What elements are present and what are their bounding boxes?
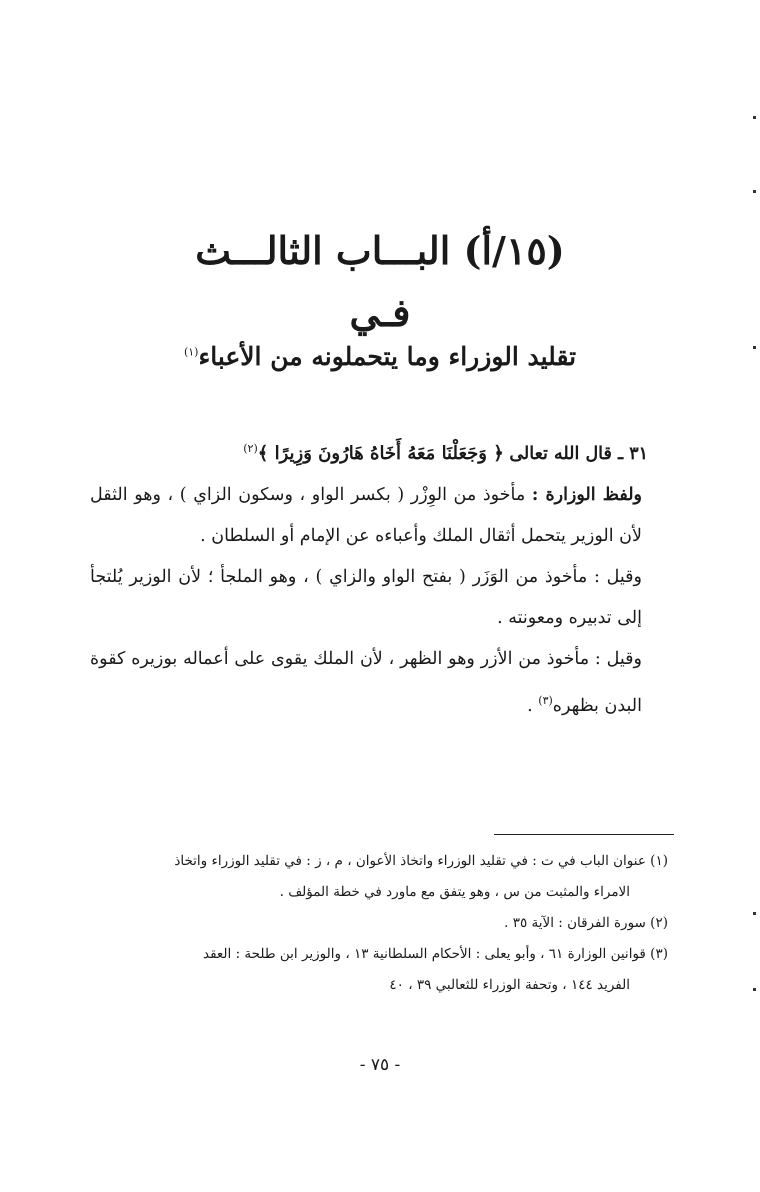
chapter-title (100, 228, 660, 273)
footnotes (88, 846, 668, 1001)
chapter-fi (100, 290, 660, 335)
footnote-2 (88, 908, 668, 939)
page-number-text: - ٧٥ - (359, 1055, 401, 1075)
main-text (90, 428, 648, 727)
chapter-subtitle-text: تقليد الوزراء وما يتحملونه من الأعباء (198, 342, 577, 371)
footnote-1-continued (88, 877, 668, 908)
chapter-fi-text: فـي (349, 290, 411, 335)
footnote-divider (494, 834, 674, 835)
margin-mark (753, 116, 756, 119)
footnote-1 (88, 846, 668, 877)
paragraph-azr-text: وقيل : مأخوذ من الأزر وهو الظهر ، لأن الملك يقوى على أعماله بوزيره كقوة البدن بظهره (90, 648, 642, 716)
term-wizarah: ولفظ الوزارة : (531, 484, 643, 505)
footnote-3-continued (88, 970, 668, 1001)
footnote-1-marker: (١) (650, 853, 668, 869)
footnote-ref-2[interactable]: (٢) (243, 442, 258, 455)
margin-mark (753, 346, 756, 349)
footnote-ref-3[interactable]: (٣) (538, 693, 553, 707)
footnote-3-line2: الفريد ١٤٤ ، وتحفة الوزراء للثعالبي ٣٩ ، ٤٠ (389, 977, 630, 993)
footnote-2-line1: سورة الفرقان : الآية ٣٥ . (504, 915, 646, 931)
quran-verse: ﴿ وَجَعَلْنَا مَعَهُ أَخَاهُ هَارُونَ وَزِيرًا ﴾ (257, 442, 504, 464)
footnote-ref-1[interactable]: (١) (183, 345, 199, 359)
paragraph-wizarah-text: مأخوذ من الوِزْر ( بكسر الواو ، وسكون الزاي ) ، وهو الثقل لأن الوزير يتحمل أثقال الملك وأعباءه عن الإمام أو السلطان . (90, 484, 642, 546)
margin-mark (753, 912, 756, 915)
paragraph-azr-end: . (527, 695, 539, 716)
chapter-subtitle (100, 342, 660, 371)
footnote-1-line2: الامراء والمثبت من س ، وهو يتفق مع ماورد في خطة المؤلف . (279, 884, 630, 900)
paragraph-wazar (90, 557, 648, 639)
footnote-1-line1: عنوان الباب في ت : في تقليد الوزراء واتخاذ الأعوان ، م ، ز : في تقليد الوزراء واتخاذ (174, 853, 646, 869)
footnote-2-marker: (٢) (650, 915, 668, 931)
paragraph-wizarah (90, 475, 648, 557)
margin-mark (753, 190, 756, 193)
paragraph-number: ٣١ ـ قال الله تعالى (509, 443, 648, 464)
footnote-3 (88, 939, 668, 970)
paragraph-31 (90, 428, 648, 475)
footnote-3-line1: قوانين الوزارة ٦١ ، وأبو يعلى : الأحكام السلطانية ١٣ ، والوزير ابن طلحة : العقد (202, 946, 646, 962)
chapter-title-text: (١٥/أ) البـــاب الثالـــث (195, 228, 565, 273)
page-number (0, 1055, 760, 1075)
paragraph-azr (90, 639, 648, 727)
paragraph-wazar-text: وقيل : مأخوذ من الوَزَر ( بفتح الواو والزاي ) ، وهو الملجأ ؛ لأن الوزير يُلتجأ إلى تدبيره ومعونته . (90, 566, 642, 628)
footnote-3-marker: (٣) (650, 946, 668, 962)
margin-mark (753, 988, 756, 991)
